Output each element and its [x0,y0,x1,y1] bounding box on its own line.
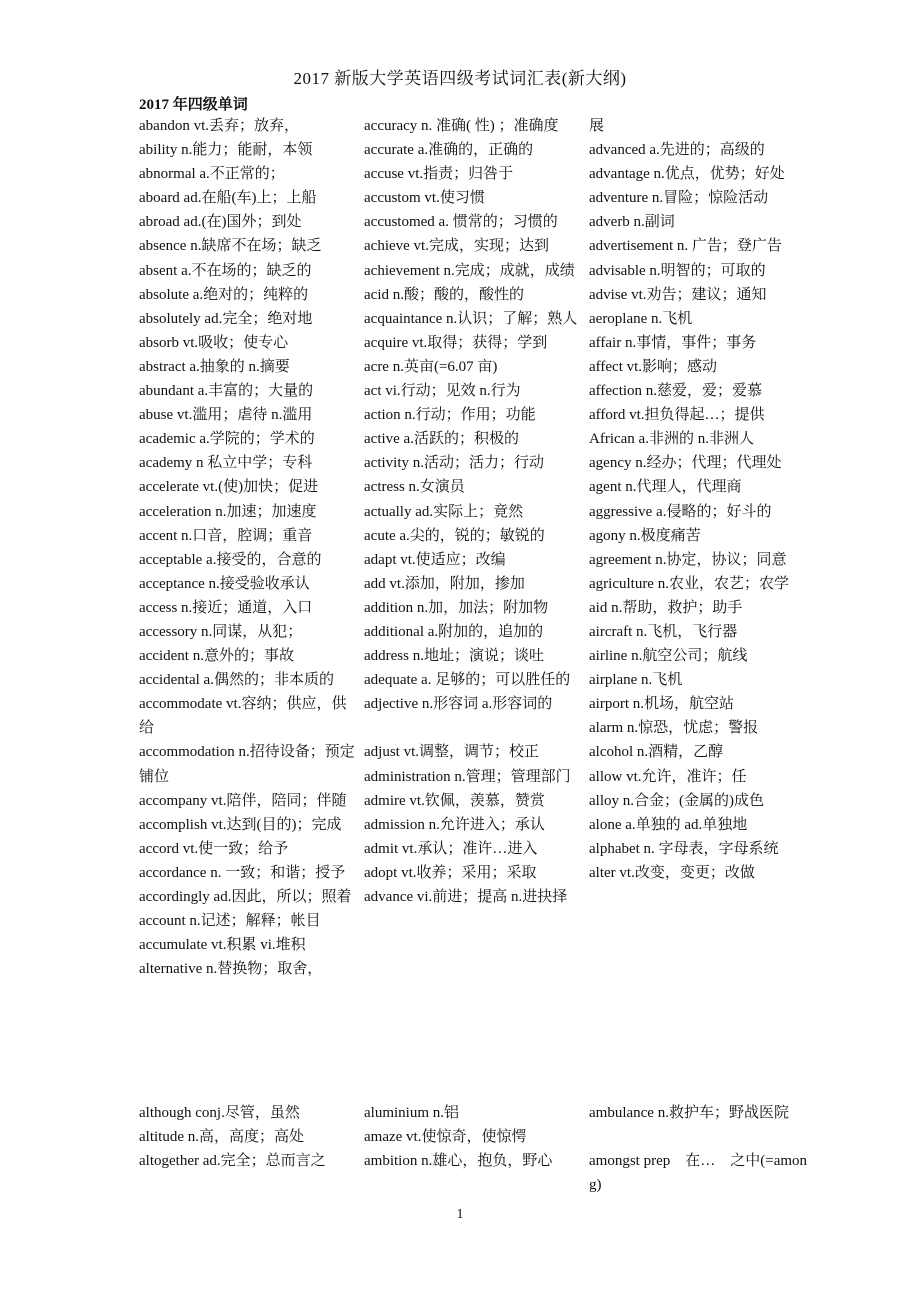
vocab-entry: actress n.女演员 [364,479,465,496]
vocab-entry: acre n.英亩(=6.07 亩) [364,358,498,375]
vocab-entry: accord vt.使一致；给予 [139,840,289,857]
vocab-entry: activity n.活动；活力；行动 [364,455,544,472]
vocab-entry: actually ad.实际上；竟然 [364,503,524,520]
vocab-entry: agony n.极度痛苦 [589,527,701,544]
vocab-entry: advertisement n. 广告；登广告 [589,238,782,255]
vocab-entry: alter vt.改变，变更；改做 [589,864,755,881]
vocab-entry: agreement n.协定，协议；同意 [589,551,787,568]
vocab-column-3-bottom [589,1101,811,1197]
vocab-entry: aircraft n.飞机，飞行器 [589,623,738,640]
vocab-entry: adventure n.冒险；惊险活动 [589,190,769,207]
vocab-entry: acceptable a.接受的，合意的 [139,551,322,568]
vocab-entry: alarm n.惊恐，忧虑；警报 [589,720,759,737]
vocab-entry: acquaintance n.认识；了解；熟人 [364,310,578,327]
vocab-entry: acid n.酸；酸的，酸性的 [364,286,524,303]
vocab-entry: absent a.不在场的；缺乏的 [139,262,312,279]
vocab-entry: abroad ad.(在)国外；到处 [139,214,302,231]
vocab-entry: aeroplane n.飞机 [589,310,693,327]
vocab-entry: ambition n.雄心，抱负，野心 [364,1153,553,1170]
vocab-entry: acceptance n.接受验收承认 [139,575,310,592]
vocab-entry: alone a.单独的 ad.单独地 [589,816,748,833]
vocab-entry: abandon vt.丢弃；放弃， [139,118,299,134]
vocab-entry: afford vt.担负得起…；提供 [589,407,765,424]
vocab-entry: agency n.经办；代理；代理处 [589,455,782,472]
vocab-entry: adjust vt.调整，调节；校正 [364,744,539,761]
vocab-entry: aid n.帮助，救护；助手 [589,599,743,616]
vocab-entry: accommodation n.招待设备；预定铺位 [139,744,355,785]
vocab-entry: aggressive a.侵略的；好斗的 [589,503,772,520]
blank-line [589,1125,811,1149]
vocab-entry: accent n.口音，腔调；重音 [139,527,313,544]
vocab-entry: amaze vt.使惊奇，使惊愕 [364,1129,527,1146]
vocab-entry: airport n.机场，航空站 [589,696,734,713]
vocab-entry: accuse vt.指责；归咎于 [364,166,514,183]
vocab-entry: adopt vt.收养；采用；采取 [364,864,537,881]
vocab-column-3 [589,114,811,885]
vocab-entry: ability n.能力；能耐，本领 [139,142,313,159]
vocab-entry: accurate a.准确的，正确的 [364,142,534,159]
vocab-entry: accuracy n. 准确( 性) ；准确度 [364,118,559,134]
vocab-entry: absence n.缺席不在场；缺乏 [139,238,322,255]
vocab-entry: affect vt.影响；感动 [589,358,718,375]
vocab-entry: academic a.学院的；学术的 [139,431,315,448]
vocab-entry: additional a.附加的，追加的 [364,623,544,640]
document-title: 2017 新版大学英语四级考试词汇表(新大纲) [293,69,627,88]
vocab-entry: agriculture n.农业，农艺；农学 [589,575,789,592]
vocab-column-1 [139,114,361,981]
vocab-entry: advisable n.明智的；可取的 [589,262,766,279]
vocab-entry: action n.行动；作用；功能 [364,407,536,424]
vocab-entry: abstract a.抽象的 n.摘要 [139,358,290,375]
vocab-entry: affair n.事情，事件；事务 [589,334,757,351]
vocab-entry: administration n.管理；管理部门 [364,768,571,785]
vocab-entry: adequate a. 足够的；可以胜任的 [364,672,571,689]
vocab-column-2-bottom [364,1101,586,1173]
vocab-entry: achievement n.完成；成就，成绩 [364,262,575,279]
vocab-entry: although conj.尽管，虽然 [139,1105,300,1121]
vocab-entry: airplane n.飞机 [589,672,683,689]
vocab-entry: advise vt.劝告；建议；通知 [589,286,767,303]
vocab-entry: accidental a.偶然的；非本质的 [139,672,334,689]
vocab-entry: accelerate vt.(使)加快；促进 [139,479,319,496]
vocab-entry: airline n.航空公司；航线 [589,648,748,665]
vocab-entry: accordingly ad.因此，所以；照着 [139,889,352,905]
vocab-entry: abundant a.丰富的；大量的 [139,383,314,400]
vocab-entry: ambulance n.救护车；野战医院 [589,1105,789,1121]
page-number: 1 [456,1207,464,1222]
vocab-entry: agent n.代理人，代理商 [589,479,742,496]
blank-line [364,716,586,740]
vocab-entry: acute a.尖的，锐的；敏锐的 [364,527,545,544]
vocab-entry: account n.记述；解释；帐目 [139,913,321,930]
vocab-entry: accommodate vt.容纳；供应，供给 [139,696,347,737]
vocab-entry: absolute a.绝对的；纯粹的 [139,286,309,303]
vocab-entry: absorb vt.吸收；使专心 [139,334,289,351]
vocab-entry: accompany vt.陪伴，陪同；伴随 [139,792,347,809]
vocab-entry: add vt.添加，附加，掺加 [364,575,525,592]
vocab-entry: address n.地址；演说；谈吐 [364,648,544,665]
vocab-entry: adapt vt.使适应；改编 [364,551,506,568]
vocab-entry: advantage n.优点，优势；好处 [589,166,785,183]
vocab-entry: abuse vt.滥用；虐待 n.滥用 [139,407,313,424]
vocab-entry: admission n.允许进入；承认 [364,816,545,833]
vocab-entry: alphabet n. 字母表，字母系统 [589,840,779,857]
section-heading: 2017 年四级单词 [139,97,248,113]
vocab-entry: aboard ad.在船(车)上；上船 [139,190,317,207]
vocab-entry: 展 [589,118,605,134]
vocab-entry: adverb n.副词 [589,214,675,231]
vocab-entry: accumulate vt.积累 vi.堆积 [139,937,306,954]
vocab-entry: advanced a.先进的；高级的 [589,142,765,159]
vocab-entry: acceleration n.加速；加速度 [139,503,317,520]
vocab-entry: admit vt.承认；准许…进入 [364,840,538,857]
vocab-entry: accustomed a. 惯常的；习惯的 [364,214,558,231]
vocab-entry: access n.接近；通道，入口 [139,599,313,616]
vocab-entry: affection n.慈爱，爱；爱慕 [589,383,763,400]
vocab-column-2 [364,114,586,909]
vocab-entry: accomplish vt.达到(目的)；完成 [139,816,342,833]
vocab-entry: alcohol n.酒精，乙醇 [589,744,724,761]
vocab-entry: aluminium n.铝 [364,1105,459,1121]
vocab-entry: admire vt.钦佩，羡慕，赞赏 [364,792,545,809]
vocab-entry: altogether ad.完全；总而言之 [139,1153,326,1170]
vocab-entry: allow vt.允许，准许；任 [589,768,747,785]
vocab-entry: abnormal a.不正常的； [139,166,285,183]
vocab-entry: acquire vt.取得；获得；学到 [364,334,548,351]
vocab-entry: act vi.行动；见效 n.行为 [364,383,521,400]
vocab-entry: altitude n.高，高度；高处 [139,1129,304,1146]
vocab-entry: accordance n. 一致；和谐；授予 [139,864,346,881]
vocab-column-1-bottom [139,1101,361,1173]
vocab-entry: academy n 私立中学；专科 [139,455,313,472]
vocab-entry: accessory n.同谋，从犯； [139,623,303,640]
vocab-entry: active a.活跃的；积极的 [364,431,519,448]
vocab-entry: amongst prep 在… 之中(=among) [589,1153,808,1194]
vocab-entry: alternative n.替换物；取舍， [139,961,323,978]
vocab-entry: advance vi.前进；提高 n.进抉择 [364,889,568,905]
vocab-entry: accident n.意外的；事故 [139,648,294,665]
vocab-entry: adjective n.形容词 a.形容词的 [364,696,553,713]
vocab-entry: alloy n.合金；(金属的)成色 [589,792,764,809]
vocab-entry: achieve vt.完成，实现；达到 [364,238,549,255]
vocab-entry: absolutely ad.完全；绝对地 [139,310,313,327]
vocab-entry: addition n.加，加法；附加物 [364,599,549,616]
vocab-entry: accustom vt.使习惯 [364,190,485,207]
vocab-entry: African a.非洲的 n.非洲人 [589,431,754,448]
